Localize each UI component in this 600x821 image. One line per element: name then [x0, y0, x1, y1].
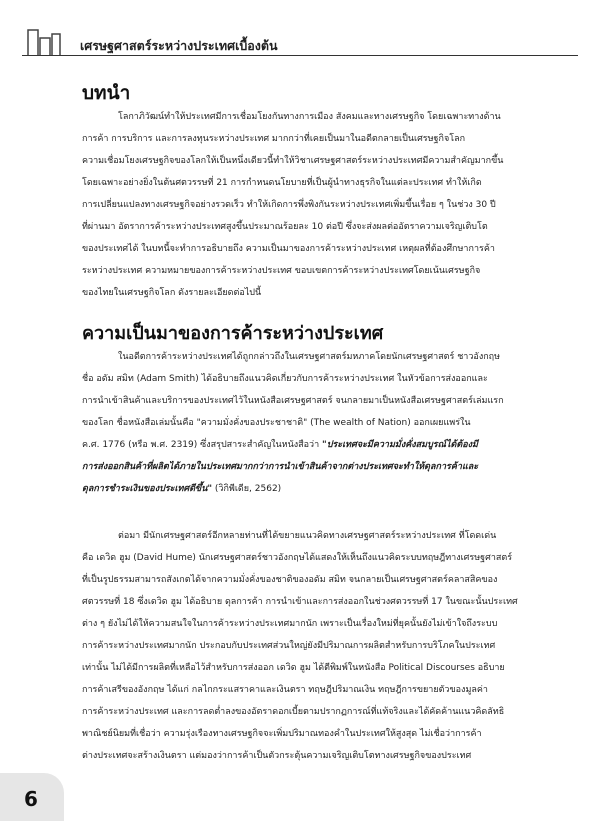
header-divider — [22, 55, 578, 56]
paragraph-line: ที่ผ่านมา อัตราการค้าระหว่างประเทศสูงขึ้นประมาณร้อยละ 10 ต่อปี ซึ่งจะส่งผลต่ออัตราความเจริญเติบโต — [82, 222, 488, 232]
paragraph-line: การนำเข้าสินค้าและบริการของประเทศไว้ในหนังสือเศรษฐศาสตร์ จนกลายมาเป็นหนังสือเศรษฐศาสตร์เล่มแรก — [82, 396, 504, 406]
intro-paragraph — [82, 106, 552, 304]
paragraph-line: การค้าระหว่างประเทศ และการลดต่ำลงของอัตราดอกเบี้ยตามปรากฏการณ์ที่แท้จริงและได้คัดค้านแนวคิดลัทธิ — [82, 707, 505, 717]
section-heading-introduction: บทนำ — [82, 82, 131, 104]
running-title: เศรษฐศาสตร์ระหว่างประเทศเบื้องต้น — [80, 38, 278, 53]
quote-text: ดุลการชำระเงินของประเทศดีขึ้น" — [82, 484, 213, 494]
page-number: 6 — [24, 787, 38, 811]
paragraph-line: ชื่อ อดัม สมิท (Adam Smith) ได้อธิบายถึงแนวคิดเกี่ยวกับการค้าระหว่างประเทศ ในหัวข้อการส่งออกและ — [82, 374, 488, 384]
section-heading-history: ความเป็นมาของการค้าระหว่างประเทศ — [82, 323, 384, 344]
paragraph-line: คือ เดวิด ฮูม (David Hume) นักเศรษฐศาสตร์ชาวอังกฤษได้แสดงให้เห็นถึงแนวคิดระบบทฤษฎีทางเศรษฐศาสตร์ — [82, 553, 513, 563]
paragraph-line: เท่านั้น ไม่ได้มีการผลิตที่เหลือไว้สำหรับการส่งออก เดวิด ฮูม ได้ตีพิมพ์ในหนังสือ Political Discourses อธิบาย — [82, 663, 505, 673]
paragraph-line: การค้าระหว่างประเทศมากนัก ประกอบกับประเทศส่วนใหญ่ยังมีปริมาณการผลิตสำหรับการบริโภคในประเทศ — [82, 641, 496, 651]
paragraph-line: ที่เป็นรูปธรรมสามารถสังเกตได้จากความมั่งคั่งของชาติของอดัม สมิท จนกลายเป็นเศรษฐศาสตร์คลาสสิคของ — [82, 575, 498, 585]
paragraph-line: ของประเทศได้ ในบทนี้จะทำการอธิบายถึง ความเป็นมาของการค้าระหว่างประเทศ เหตุผลที่ต้องศึกษาการค้า — [82, 244, 495, 254]
paragraph-line: ของโลก ชื่อหนังสือเล่มนั้นคือ "ความมั่งคั่งของประชาชาติ" (The wealth of Nation) ออกเผยแพร่ใน — [82, 418, 471, 428]
paragraph-line: ของไทยในเศรษฐกิจโลก ดังรายละเอียดต่อไปนี้ — [82, 288, 262, 298]
paragraph-line: พาณิชย์นิยมที่เชื่อว่า ความรุ่งเรืองทางเศรษฐกิจจะเพิ่มปริมาณทองคำในประเทศให้สูงสุด ไม่เชื่อว่าการค้า — [82, 729, 482, 739]
citation: (วิกิพีเดีย, 2562) — [212, 484, 282, 494]
paragraph-line: ความเชื่อมโยงเศรษฐกิจของโลกให้เป็นหนึ่งเดียวนี้ทำให้วิชาเศรษฐศาสตร์ระหว่างประเทศมีความสำคัญมากขึ้น — [82, 156, 504, 166]
paragraph-line: ศตวรรษที่ 18 ซึ่งเดวิด ฮูม ได้อธิบาย ดุลการค้า การนำเข้าและการส่งออกในช่วงศตวรรษที่ 17 ในขณะนั้นประเทศ — [82, 597, 518, 607]
paragraph-line: ต่าง ๆ ยังไม่ได้ให้ความสนใจในการค้าระหว่างประเทศมากนัก เพราะเป็นเรื่องใหม่ที่ยุคนั้นยังไม่เข้าใจถึงระบบ — [82, 619, 498, 629]
paragraph-line — [82, 478, 552, 500]
paragraph-line — [82, 434, 552, 456]
paragraph-line: การค้าเสรีของอังกฤษ ได้แก่ กลไกกระแสราคาและเงินตรา ทฤษฎีปริมาณเงิน ทฤษฎีการขยายตัวของมูลค่า — [82, 685, 488, 695]
paragraph-text: ค.ศ. 1776 (หรือ พ.ศ. 2319) ซึ่งสรุปสาระสำคัญในหนังสือว่า — [82, 440, 323, 450]
paragraph-line: ในอดีตการค้าระหว่างประเทศได้ถูกกล่าวถึงในเศรษฐศาสตร์มหภาคโดยนักเศรษฐศาสตร์ ชาวอังกฤษ — [118, 352, 501, 362]
paragraph-line: ต่อมา มีนักเศรษฐศาสตร์อีกหลายท่านที่ได้ขยายแนวคิดทางเศรษฐศาสตร์ระหว่างประเทศ ที่โดดเด่น — [118, 531, 497, 541]
paragraph-line: ระหว่างประเทศ ความหมายของการค้าระหว่างประเทศ ขอบเขตการค้าระหว่างประเทศโดยเน้นเศรษฐกิจ — [82, 266, 481, 276]
paragraph-line: ต่างประเทศจะสร้างเงินตรา แต่มองว่าการค้าเป็นตัวกระตุ้นความเจริญเติบโตทางเศรษฐกิจของประเทศ — [82, 751, 472, 761]
paragraph-line: การเปลี่ยนแปลงทางเศรษฐกิจอย่างรวดเร็ว ทำให้เกิดการพึ่งพิงกันระหว่างประเทศเพิ่มขึ้นเรื่อย ๆ ในช่วง 30 ปี — [82, 200, 496, 210]
paragraph-line: การค้า การบริการ และการลงทุนระหว่างประเทศ มากกว่าที่เคยเป็นมาในอดีตกลายเป็นเศรษฐกิจโลก — [82, 134, 466, 144]
history-paragraph-1 — [82, 346, 552, 500]
quote-text: "ประเทศจะมีความมั่งคั่งสมบูรณ์ได้ต้องมี — [322, 440, 478, 450]
building-outline-icon — [26, 26, 86, 56]
quote-text: การส่งออกสินค้าที่ผลิตได้ภายในประเทศมากกว่าการนำเข้าสินค้าจากต่างประเทศจะทำให้ดุลการค้าและ — [82, 462, 479, 472]
paragraph-line: โดยเฉพาะอย่างยิ่งในต้นศตวรรษที่ 21 การกำหนดนโยบายที่เป็นผู้นำทางธุรกิจในแต่ละประเทศ ทำให้เกิด — [82, 178, 482, 188]
running-header — [0, 0, 600, 62]
paragraph-line: โลกาภิวัฒน์ทำให้ประเทศมีการเชื่อมโยงกันทางการเมือง สังคมและทางเศรษฐกิจ โดยเฉพาะทางด้าน — [118, 112, 501, 122]
history-paragraph-2 — [82, 525, 552, 767]
